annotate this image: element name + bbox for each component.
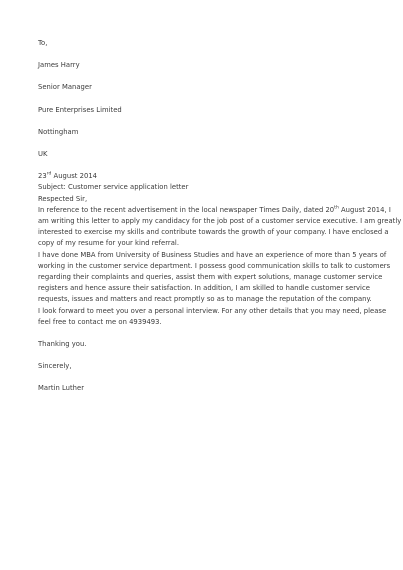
signature-name: Martin Luther <box>38 384 85 393</box>
paragraph-2-line: requests, issues and matters and react promptly so as to manage the reputation of the company. <box>38 295 372 304</box>
letter-date <box>38 171 370 182</box>
letter-body <box>38 38 402 395</box>
body-paragraph-1 <box>38 205 402 250</box>
date-ordinal-suffix: th <box>334 205 339 211</box>
paragraph-1-line: interested to exercise my skills and contribute towards the growth of your company. I have enclosed a <box>38 228 389 237</box>
thanking-line: Thanking you. <box>38 340 87 349</box>
body-paragraph-2 <box>38 250 391 306</box>
paragraph-1-line-tail: August 2014, I <box>338 205 391 214</box>
country: UK <box>38 150 48 159</box>
paragraph-3-line: I look forward to meet you over a personal interview. For any other details that you may need, please <box>38 306 387 315</box>
subject-line: Subject: Customer service application letter <box>38 183 189 192</box>
recipient-name: James Harry <box>38 61 80 70</box>
salutation-to: To, <box>38 39 48 47</box>
body-paragraph-3 <box>38 306 387 328</box>
date-suffix: rd <box>46 171 52 177</box>
paragraph-3-line: feel free to contact me on 4939493. <box>38 317 162 326</box>
paragraph-2-line: regarding their complaints and queries, assist them with expert solutions, manage customer service <box>38 273 383 282</box>
city: Nottingham <box>38 127 79 136</box>
greeting: Respected Sir, <box>38 194 88 203</box>
closing-line: Sincerely, <box>38 362 72 371</box>
paragraph-1-line-text: In reference to the recent advertisement in the local newspaper Times Daily, dated 20 <box>38 205 335 214</box>
date-day: 23 <box>38 172 47 181</box>
paragraph-1-line <box>38 205 391 216</box>
paragraph-2-line: working in the customer service department. I possess good communication skills to talk to customers <box>38 261 391 270</box>
company-name: Pure Enterprises Limited <box>38 105 122 114</box>
paragraph-1-line: am writing this letter to apply my candidacy for the job post of a customer service executive. I am greatly <box>38 217 402 226</box>
recipient-title: Senior Manager <box>38 83 92 92</box>
paragraph-1-line: copy of my resume for your kind referral. <box>38 239 180 248</box>
date-month-year: August 2014 <box>51 172 98 181</box>
paragraph-2-line: I have done MBA from University of Business Studies and have an experience of more than 5 years of <box>38 250 387 259</box>
paragraph-2-line: registers and hence assure their satisfaction. In addition, I am skilled to handle customer service <box>38 284 370 293</box>
